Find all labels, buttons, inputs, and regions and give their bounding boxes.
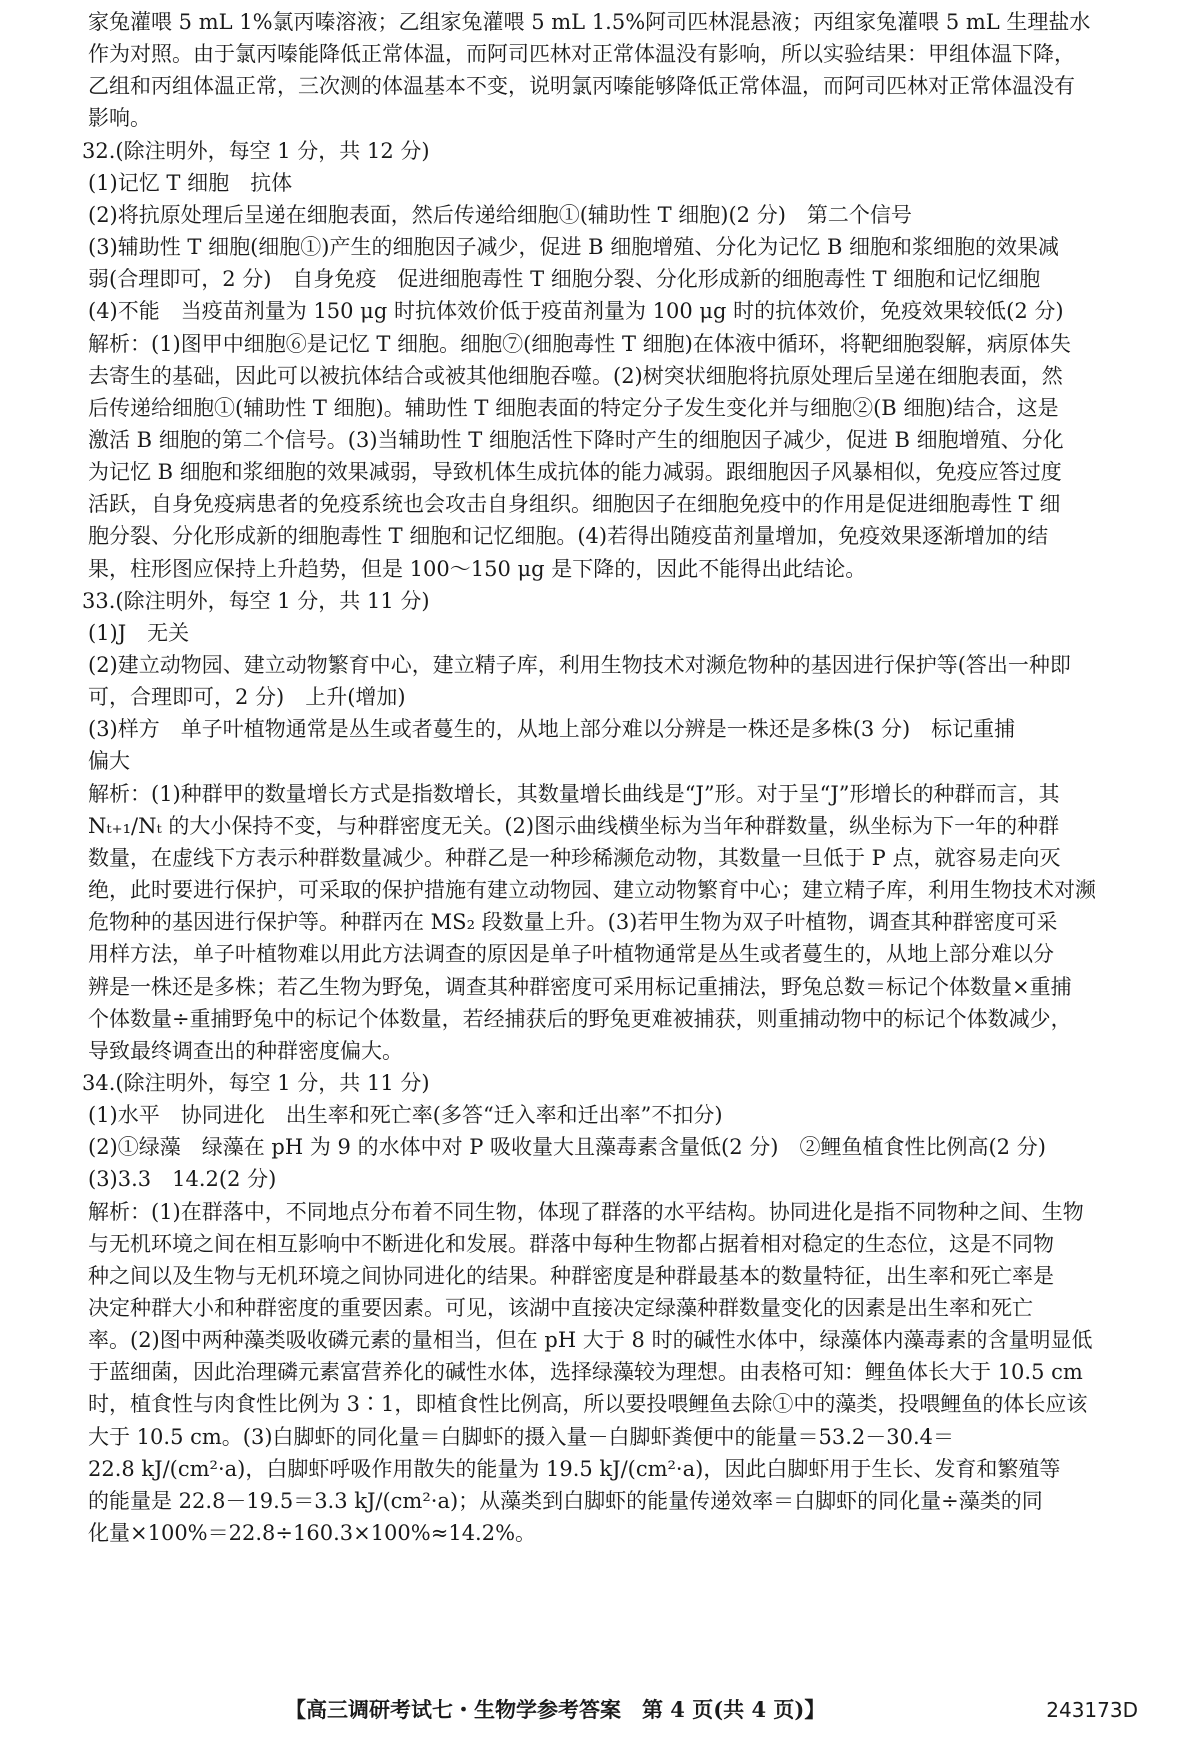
document-code: 243173D xyxy=(1046,1698,1138,1722)
footer-title: 【高三调研考试七・生物学参考答案 第 4 页(共 4 页)】 xyxy=(285,1697,826,1722)
answer-item-line: (2)将抗原处理后呈递在细胞表面，然后传递给细胞①(辅助性 T 细胞)(2 分) 第二个信号 xyxy=(88,202,912,227)
answer-item-line: (3)辅助性 T 细胞(细胞①)产生的细胞因子减少，促进 B 细胞增殖、分化为记忆 B 细胞和浆细胞的效果减 xyxy=(88,235,1060,260)
answer-item-line: (2)①绿藻 绿藻在 pH 为 9 的水体中对 P 吸收量大且藻毒素含量低(2 分) ②鲤鱼植食性比例高(2 分) xyxy=(88,1135,1046,1160)
question-header: 32.(除注明外，每空 1 分，共 12 分) xyxy=(82,138,430,163)
answer-item-line: 弱(合理即可，2 分) 自身免疫 促进细胞毒性 T 细胞分裂、分化形成新的细胞毒性 T 细胞和记忆细胞 xyxy=(88,267,1041,292)
text-line: 用样方法，单子叶植物难以用此方法调查的原因是单子叶植物通常是丛生或者蔓生的，从地上部分难以分 xyxy=(88,942,1054,967)
text-line: 乙组和丙组体温正常，三次测的体温基本不变，说明氯丙嗪能够降低正常体温，而阿司匹林对正常体温没有 xyxy=(88,74,1075,99)
text-line: 时，植食性与肉食性比例为 3∶1，即植食性比例高，所以要投喂鲤鱼去除①中的藻类，投喂鲤鱼的体长应该 xyxy=(88,1392,1088,1417)
text-line: 危物种的基因进行保护等。种群丙在 MS₂ 段数量上升。(3)若甲生物为双子叶植物，调查其种群密度可采 xyxy=(88,910,1058,935)
answer-item-line: (2)建立动物园、建立动物繁育中心，建立精子库，利用生物技术对濒危物种的基因进行保护等(答出一种即 xyxy=(88,653,1071,677)
text-line: 大于 10.5 cm。(3)白脚虾的同化量＝白脚虾的摄入量－白脚虾粪便中的能量＝53.2－30.4＝ xyxy=(88,1424,955,1449)
text-line: 种之间以及生物与无机环境之间协同进化的结果。种群密度是种群最基本的数量特征，出生率和死亡率是 xyxy=(88,1263,1054,1288)
text-line: 影响。 xyxy=(88,106,151,131)
text-line: 个体数量÷重捕野兔中的标记个体数量，若经捕获后的野兔更难被捕获，则重捕动物中的标记个体数减少， xyxy=(88,1006,1072,1031)
answer-item-line: 偏大 xyxy=(88,749,130,774)
text-line: 的能量是 22.8－19.5＝3.3 kJ/(cm²·a)；从藻类到白脚虾的能量传递效率＝白脚虾的同化量÷藻类的同 xyxy=(88,1488,1043,1513)
text-line: 胞分裂、分化形成新的细胞毒性 T 细胞和记忆细胞。(4)若得出随疫苗剂量增加，免疫效果逐渐增加的结 xyxy=(88,524,1049,549)
text-line: Nₜ₊₁/Nₜ 的大小保持不变，与种群密度无关。(2)图示曲线横坐标为当年种群数量，纵坐标为下一年的种群 xyxy=(88,813,1060,838)
text-line: 与无机环境之间在相互影响中不断进化和发展。群落中每种生物都占据着相对稳定的生态位，这是不同物 xyxy=(88,1231,1054,1256)
answer-item-line: (1)J 无关 xyxy=(88,620,190,645)
text-line: 解析：(1)在群落中，不同地点分布着不同生物，体现了群落的水平结构。协同进化是指不同物种之间、生物 xyxy=(88,1199,1084,1224)
text-line: 率。(2)图中两种藻类吸收磷元素的量相当，但在 pH 大于 8 时的碱性水体中，绿藻体内藻毒素的含量明显低 xyxy=(88,1328,1093,1353)
text-line: 绝，此时要进行保护，可采取的保护措施有建立动物园、建立动物繁育中心；建立精子库，利用生物技术对濒 xyxy=(88,878,1096,903)
text-line: 22.8 kJ/(cm²·a)，白脚虾呼吸作用散失的能量为 19.5 kJ/(cm²·a)，因此白脚虾用于生长、发育和繁殖等 xyxy=(88,1456,1061,1481)
text-line: 家兔灌喂 5 mL 1%氯丙嗪溶液；乙组家兔灌喂 5 mL 1.5%阿司匹林混悬液；丙组家兔灌喂 5 mL 生理盐水 xyxy=(88,10,1091,34)
text-line: 化量×100%＝22.8÷160.3×100%≈14.2%。 xyxy=(88,1521,537,1546)
text-line: 解析：(1)种群甲的数量增长方式是指数增长，其数量增长曲线是“J”形。对于呈“J”形增长的种群而言，其 xyxy=(88,781,1060,806)
text-line: 导致最终调查出的种群密度偏大。 xyxy=(88,1038,403,1063)
answer-item-line: 可，合理即可，2 分) 上升(增加) xyxy=(88,685,406,710)
text-line: 解析：(1)图甲中细胞⑥是记忆 T 细胞。细胞⑦(细胞毒性 T 细胞)在体液中循环，将靶细胞裂解，病原体失 xyxy=(88,331,1071,356)
text-line: 活跃，自身免疫病患者的免疫系统也会攻击自身组织。细胞因子在细胞免疫中的作用是促进细胞毒性 T 细 xyxy=(88,492,1061,517)
text-line: 作为对照。由于氯丙嗪能降低正常体温，而阿司匹林对正常体温没有影响，所以实验结果：甲组体温下降， xyxy=(88,42,1075,67)
text-line: 激活 B 细胞的第二个信号。(3)当辅助性 T 细胞活性下降时产生的细胞因子减少，促进 B 细胞增殖、分化 xyxy=(88,427,1064,452)
answer-item-line: (3)3.3 14.2(2 分) xyxy=(88,1167,277,1192)
answer-item-line: (3)样方 单子叶植物通常是丛生或者蔓生的，从地上部分难以分辨是一株还是多株(3 分) 标记重捕 xyxy=(88,717,1016,742)
answer-item-line: (1)水平 协同进化 出生率和死亡率(多答“迁入率和迁出率”不扣分) xyxy=(88,1103,723,1128)
answer-item-line: (4)不能 当疫苗剂量为 150 μg 时抗体效价低于疫苗剂量为 100 μg 时的抗体效价，免疫效果较低(2 分) xyxy=(88,299,1064,324)
text-line: 为记忆 B 细胞和浆细胞的效果减弱，导致机体生成抗体的能力减弱。跟细胞因子风暴相似，免疫应答过度 xyxy=(88,460,1062,485)
answer-item-line: (1)记忆 T 细胞 抗体 xyxy=(88,170,293,195)
text-line: 辨是一株还是多株；若乙生物为野兔，调查其种群密度可采用标记重捕法，野兔总数＝标记个体数量×重捕 xyxy=(88,974,1072,999)
text-line: 后传递给细胞①(辅助性 T 细胞)。辅助性 T 细胞表面的特定分子发生变化并与细胞②(B 细胞)结合，这是 xyxy=(88,395,1059,420)
question-header: 33.(除注明外，每空 1 分，共 11 分) xyxy=(82,588,430,613)
text-line: 数量，在虚线下方表示种群数量减少。种群乙是一种珍稀濒危动物，其数量一旦低于 P 点，就容易走向灭 xyxy=(88,845,1061,870)
text-line: 决定种群大小和种群密度的重要因素。可见，该湖中直接决定绿藻种群数量变化的因素是出生率和死亡 xyxy=(88,1296,1033,1320)
text-line: 于蓝细菌，因此治理磷元素富营养化的碱性水体，选择绿藻较为理想。由表格可知：鲤鱼体长大于 10.5 cm xyxy=(88,1360,1083,1385)
page-footer xyxy=(0,1692,1200,1728)
text-line: 果，柱形图应保持上升趋势，但是 100～150 μg 是下降的，因此不能得出此结论。 xyxy=(88,556,867,581)
text-line: 去寄生的基础，因此可以被抗体结合或被其他细胞吞噬。(2)树突状细胞将抗原处理后呈递在细胞表面，然 xyxy=(88,363,1063,388)
question-header: 34.(除注明外，每空 1 分，共 11 分) xyxy=(82,1070,430,1095)
